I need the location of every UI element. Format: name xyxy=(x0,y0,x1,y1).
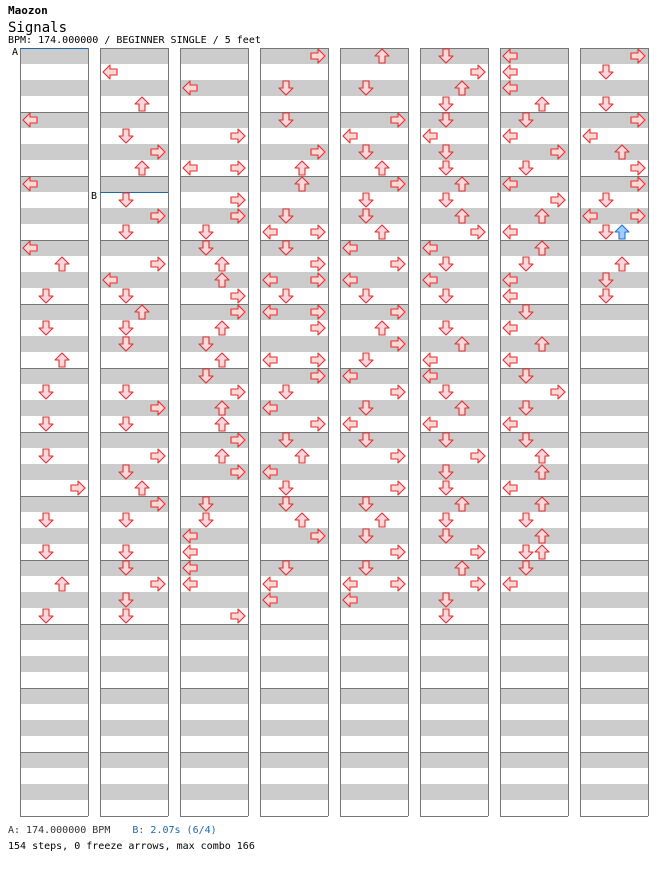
step-arrow-right xyxy=(311,417,325,431)
step-arrow-left xyxy=(343,129,357,143)
beat-stripe xyxy=(340,656,408,672)
beat-stripe xyxy=(340,560,408,576)
step-arrow-left xyxy=(423,353,437,367)
beat-stripe xyxy=(500,208,568,224)
beat-stripe xyxy=(20,496,88,512)
step-arrow-up xyxy=(215,449,229,463)
step-arrow-right xyxy=(231,609,245,623)
beat-stripe xyxy=(100,48,168,64)
step-arrow-down xyxy=(279,385,293,399)
step-arrow-left xyxy=(503,321,517,335)
beat-stripe xyxy=(20,144,88,160)
beat-stripe xyxy=(420,784,488,800)
step-arrow-right xyxy=(231,289,245,303)
beat-stripe xyxy=(100,432,168,448)
beat-stripe xyxy=(180,400,248,416)
beat-stripe xyxy=(100,720,168,736)
step-arrow-left xyxy=(343,577,357,591)
beat-stripe xyxy=(340,528,408,544)
step-arrow-down xyxy=(39,289,53,303)
beat-stripe xyxy=(100,304,168,320)
beat-stripe xyxy=(20,624,88,640)
beat-stripe xyxy=(100,784,168,800)
beat-stripe xyxy=(180,48,248,64)
beat-stripe xyxy=(500,656,568,672)
chart-meta: BPM: 174.000000 / BEGINNER SINGLE / 5 feet xyxy=(8,35,261,46)
step-arrow-right xyxy=(471,545,485,559)
step-arrow-up xyxy=(535,545,549,559)
step-arrow-down xyxy=(119,193,133,207)
beat-stripe xyxy=(260,208,328,224)
beat-stripe xyxy=(100,624,168,640)
step-arrow-right xyxy=(471,225,485,239)
step-arrow-up xyxy=(615,257,629,271)
beat-stripe xyxy=(580,80,648,96)
beat-stripe xyxy=(100,176,168,192)
beat-stripe xyxy=(180,176,248,192)
beat-stripe xyxy=(100,240,168,256)
beat-stripe xyxy=(500,464,568,480)
step-arrow-left xyxy=(183,577,197,591)
beat-stripe xyxy=(100,560,168,576)
beat-stripe xyxy=(180,752,248,768)
beat-stripe xyxy=(420,592,488,608)
beat-stripe xyxy=(580,272,648,288)
footer-summary: 154 steps, 0 freeze arrows, max combo 166 xyxy=(8,841,255,852)
beat-stripe xyxy=(340,752,408,768)
beat-stripe xyxy=(180,656,248,672)
step-arrow-left xyxy=(503,65,517,79)
beat-stripe xyxy=(580,592,648,608)
step-arrow-right xyxy=(551,385,565,399)
beat-stripe xyxy=(420,80,488,96)
beat-stripe xyxy=(20,528,88,544)
step-arrow-right xyxy=(391,577,405,591)
beat-stripe xyxy=(580,336,648,352)
step-arrow-left xyxy=(503,481,517,495)
beat-stripe xyxy=(340,432,408,448)
beat-stripe xyxy=(580,624,648,640)
beat-stripe xyxy=(500,752,568,768)
beat-stripe xyxy=(340,400,408,416)
step-arrow-down xyxy=(439,321,453,335)
step-arrow-right xyxy=(311,225,325,239)
beat-stripe xyxy=(500,240,568,256)
beat-stripe xyxy=(100,464,168,480)
beat-stripe xyxy=(580,304,648,320)
step-arrow-left xyxy=(503,577,517,591)
beat-stripe xyxy=(100,368,168,384)
step-arrow-left xyxy=(503,353,517,367)
step-arrow-up xyxy=(135,161,149,175)
beat-stripe xyxy=(500,112,568,128)
step-arrow-right xyxy=(471,449,485,463)
step-arrow-down xyxy=(519,257,533,271)
beat-stripe xyxy=(580,144,648,160)
beat-stripe xyxy=(20,752,88,768)
step-arrow-down xyxy=(39,609,53,623)
beat-stripe xyxy=(500,368,568,384)
step-arrow-down xyxy=(599,225,613,239)
step-arrow-up xyxy=(55,257,69,271)
beat-stripe xyxy=(500,784,568,800)
step-arrow-down xyxy=(439,609,453,623)
step-arrow-down xyxy=(439,385,453,399)
step-arrow-down xyxy=(519,161,533,175)
step-arrow-left xyxy=(343,417,357,431)
chart-column xyxy=(500,48,569,817)
step-arrow-down xyxy=(119,321,133,335)
beat-stripe xyxy=(340,720,408,736)
beat-stripe xyxy=(420,112,488,128)
beat-stripe xyxy=(420,432,488,448)
beat-stripe xyxy=(180,688,248,704)
step-arrow-down xyxy=(439,289,453,303)
beat-stripe xyxy=(260,784,328,800)
marker-a-label: A xyxy=(12,47,19,58)
beat-stripe xyxy=(580,528,648,544)
beat-stripe xyxy=(500,720,568,736)
step-arrow-up xyxy=(215,321,229,335)
beat-stripe xyxy=(420,720,488,736)
beat-stripe xyxy=(20,368,88,384)
step-arrow-down xyxy=(599,289,613,303)
beat-stripe xyxy=(340,144,408,160)
beat-stripe xyxy=(100,528,168,544)
step-arrow-down xyxy=(199,225,213,239)
beat-stripe xyxy=(100,336,168,352)
beat-stripe xyxy=(100,688,168,704)
beat-stripe xyxy=(100,112,168,128)
beat-stripe xyxy=(580,784,648,800)
beat-stripe xyxy=(20,720,88,736)
beat-stripe xyxy=(340,784,408,800)
beat-stripe xyxy=(340,464,408,480)
beat-stripe xyxy=(500,432,568,448)
step-arrow-right xyxy=(231,193,245,207)
step-arrow-right xyxy=(391,545,405,559)
step-arrow-down xyxy=(439,257,453,271)
beat-stripe xyxy=(100,592,168,608)
step-arrow-right xyxy=(231,161,245,175)
beat-stripe xyxy=(340,688,408,704)
step-arrow-left xyxy=(423,129,437,143)
beat-stripe xyxy=(580,688,648,704)
beat-stripe xyxy=(580,432,648,448)
step-arrow-right xyxy=(391,481,405,495)
step-arrow-up xyxy=(215,417,229,431)
beat-stripe xyxy=(260,560,328,576)
step-arrow-down xyxy=(119,513,133,527)
beat-stripe xyxy=(260,624,328,640)
beat-stripe xyxy=(420,400,488,416)
step-arrow-up xyxy=(375,161,389,175)
step-arrow-right xyxy=(151,257,165,271)
beat-stripe xyxy=(340,624,408,640)
beat-stripe xyxy=(420,624,488,640)
beat-stripe xyxy=(420,176,488,192)
beat-stripe xyxy=(20,432,88,448)
footer-bpm-change: A: 174.000000 BPM xyxy=(8,825,111,836)
beat-stripe xyxy=(180,368,248,384)
beat-stripe xyxy=(420,464,488,480)
footer-stop: B: 2.07s (6/4) xyxy=(132,825,217,836)
beat-stripe xyxy=(180,624,248,640)
beat-stripe xyxy=(420,208,488,224)
step-arrow-down xyxy=(599,193,613,207)
step-arrow-up xyxy=(295,449,309,463)
step-arrow-left xyxy=(263,577,277,591)
beat-stripe xyxy=(20,656,88,672)
beat-stripe xyxy=(260,176,328,192)
step-arrow-up xyxy=(535,449,549,463)
beat-stripe xyxy=(500,496,568,512)
step-arrow-down xyxy=(199,513,213,527)
footer-markers xyxy=(8,825,217,836)
beat-stripe xyxy=(20,688,88,704)
step-arrow-right xyxy=(551,193,565,207)
step-arrow-left xyxy=(183,161,197,175)
beat-stripe xyxy=(180,144,248,160)
step-arrow-up xyxy=(55,577,69,591)
beat-stripe xyxy=(580,752,648,768)
beat-stripe xyxy=(20,48,88,64)
beat-stripe xyxy=(580,656,648,672)
step-arrow-right xyxy=(391,385,405,399)
chart-column xyxy=(20,48,89,817)
step-arrow-right xyxy=(311,321,325,335)
step-arrow-right xyxy=(631,161,645,175)
step-arrow-down xyxy=(519,513,533,527)
beat-stripe xyxy=(180,720,248,736)
beat-stripe xyxy=(420,496,488,512)
beat-stripe xyxy=(340,80,408,96)
beat-stripe xyxy=(20,464,88,480)
beat-stripe xyxy=(500,688,568,704)
beat-stripe xyxy=(420,688,488,704)
step-arrow-down xyxy=(39,513,53,527)
beat-stripe xyxy=(180,240,248,256)
step-arrow-left xyxy=(583,129,597,143)
beat-stripe xyxy=(180,496,248,512)
marker-b-label: B xyxy=(91,191,98,202)
step-arrow-left xyxy=(263,225,277,239)
beat-stripe xyxy=(580,560,648,576)
beat-stripe xyxy=(340,208,408,224)
step-arrow-down xyxy=(359,289,373,303)
beat-stripe xyxy=(20,272,88,288)
beat-stripe xyxy=(500,528,568,544)
beat-stripe xyxy=(580,240,648,256)
step-arrow-left xyxy=(503,129,517,143)
beat-stripe xyxy=(260,432,328,448)
beat-stripe xyxy=(180,784,248,800)
step-arrow-left xyxy=(423,417,437,431)
beat-stripe xyxy=(420,304,488,320)
step-arrow-down xyxy=(279,481,293,495)
beat-stripe xyxy=(180,272,248,288)
song-artist: Maozon xyxy=(8,4,48,17)
beat-stripe xyxy=(420,144,488,160)
beat-stripe xyxy=(420,656,488,672)
step-arrow-right xyxy=(71,481,85,495)
beat-stripe xyxy=(20,784,88,800)
step-arrow-left xyxy=(503,225,517,239)
beat-stripe xyxy=(580,720,648,736)
step-arrow-right xyxy=(231,129,245,143)
step-arrow-down xyxy=(39,545,53,559)
step-arrow-down xyxy=(439,97,453,111)
step-arrow-right xyxy=(311,257,325,271)
beat-stripe xyxy=(260,80,328,96)
beat-stripe xyxy=(180,592,248,608)
beat-stripe xyxy=(500,304,568,320)
step-arrow-up xyxy=(535,97,549,111)
beat-stripe xyxy=(420,528,488,544)
beat-stripe xyxy=(180,112,248,128)
step-arrow-down xyxy=(599,65,613,79)
beat-stripe xyxy=(100,752,168,768)
step-arrow-down xyxy=(359,353,373,367)
beat-stripe xyxy=(260,720,328,736)
step-arrow-down xyxy=(519,545,533,559)
step-arrow-down xyxy=(279,289,293,303)
step-arrow-up xyxy=(215,353,229,367)
beat-stripe xyxy=(100,656,168,672)
beat-stripe xyxy=(420,752,488,768)
beat-stripe xyxy=(580,496,648,512)
step-arrow-up xyxy=(55,353,69,367)
beat-stripe xyxy=(580,368,648,384)
step-arrow-down xyxy=(39,417,53,431)
beat-stripe xyxy=(20,560,88,576)
beat-stripe xyxy=(420,560,488,576)
step-arrow-right xyxy=(151,577,165,591)
beat-stripe xyxy=(100,80,168,96)
beat-stripe xyxy=(260,112,328,128)
chart-column xyxy=(340,48,409,817)
step-arrow-left xyxy=(503,417,517,431)
step-arrow-down xyxy=(39,385,53,399)
beat-stripe xyxy=(580,464,648,480)
beat-stripe xyxy=(420,48,488,64)
beat-stripe xyxy=(260,688,328,704)
step-arrow-up xyxy=(375,513,389,527)
beat-stripe xyxy=(20,304,88,320)
beat-stripe xyxy=(580,400,648,416)
beat-stripe xyxy=(500,624,568,640)
chart-column xyxy=(260,48,329,817)
step-arrow-up xyxy=(295,513,309,527)
chart-column xyxy=(420,48,489,817)
step-arrow-down xyxy=(119,289,133,303)
step-arrow-right xyxy=(471,65,485,79)
step-arrow-down xyxy=(359,193,373,207)
beat-stripe xyxy=(500,400,568,416)
step-arrow-up xyxy=(375,225,389,239)
step-arrow-left xyxy=(263,353,277,367)
step-arrow-down xyxy=(599,97,613,111)
step-arrow-right xyxy=(151,449,165,463)
beat-stripe xyxy=(420,336,488,352)
step-arrow-right xyxy=(391,257,405,271)
chart-column xyxy=(100,48,169,817)
beat-stripe xyxy=(20,336,88,352)
step-arrow-down xyxy=(119,609,133,623)
beat-stripe xyxy=(260,752,328,768)
step-arrow-down xyxy=(39,321,53,335)
beat-stripe xyxy=(340,496,408,512)
step-arrow-down xyxy=(119,545,133,559)
beat-stripe xyxy=(20,592,88,608)
step-arrow-left xyxy=(183,545,197,559)
beat-stripe xyxy=(500,560,568,576)
step-arrow-up xyxy=(295,161,309,175)
step-arrow-down xyxy=(119,417,133,431)
beat-stripe xyxy=(500,336,568,352)
beat-stripe xyxy=(20,400,88,416)
step-arrow-down xyxy=(119,225,133,239)
step-arrow-up-blue xyxy=(615,225,629,239)
step-arrow-right xyxy=(391,449,405,463)
beat-stripe xyxy=(500,592,568,608)
step-arrow-up xyxy=(135,97,149,111)
step-arrow-down xyxy=(119,129,133,143)
step-arrow-up xyxy=(135,481,149,495)
beat-stripe xyxy=(260,496,328,512)
step-arrow-down xyxy=(39,449,53,463)
song-title: Signals xyxy=(8,20,68,36)
step-arrow-down xyxy=(439,161,453,175)
step-arrow-left xyxy=(503,289,517,303)
step-arrow-right xyxy=(471,577,485,591)
step-arrow-down xyxy=(439,193,453,207)
step-arrow-down xyxy=(439,481,453,495)
beat-stripe xyxy=(20,208,88,224)
beat-stripe xyxy=(260,656,328,672)
beat-stripe xyxy=(340,48,408,64)
beat-stripe xyxy=(180,336,248,352)
beat-stripe xyxy=(260,240,328,256)
beat-stripe xyxy=(260,336,328,352)
beat-stripe xyxy=(20,80,88,96)
step-arrow-up xyxy=(375,321,389,335)
step-arrow-down xyxy=(119,385,133,399)
step-arrow-right xyxy=(231,385,245,399)
step-arrow-up xyxy=(215,257,229,271)
step-arrow-left xyxy=(103,65,117,79)
step-arrow-down xyxy=(439,513,453,527)
step-arrow-right xyxy=(311,353,325,367)
